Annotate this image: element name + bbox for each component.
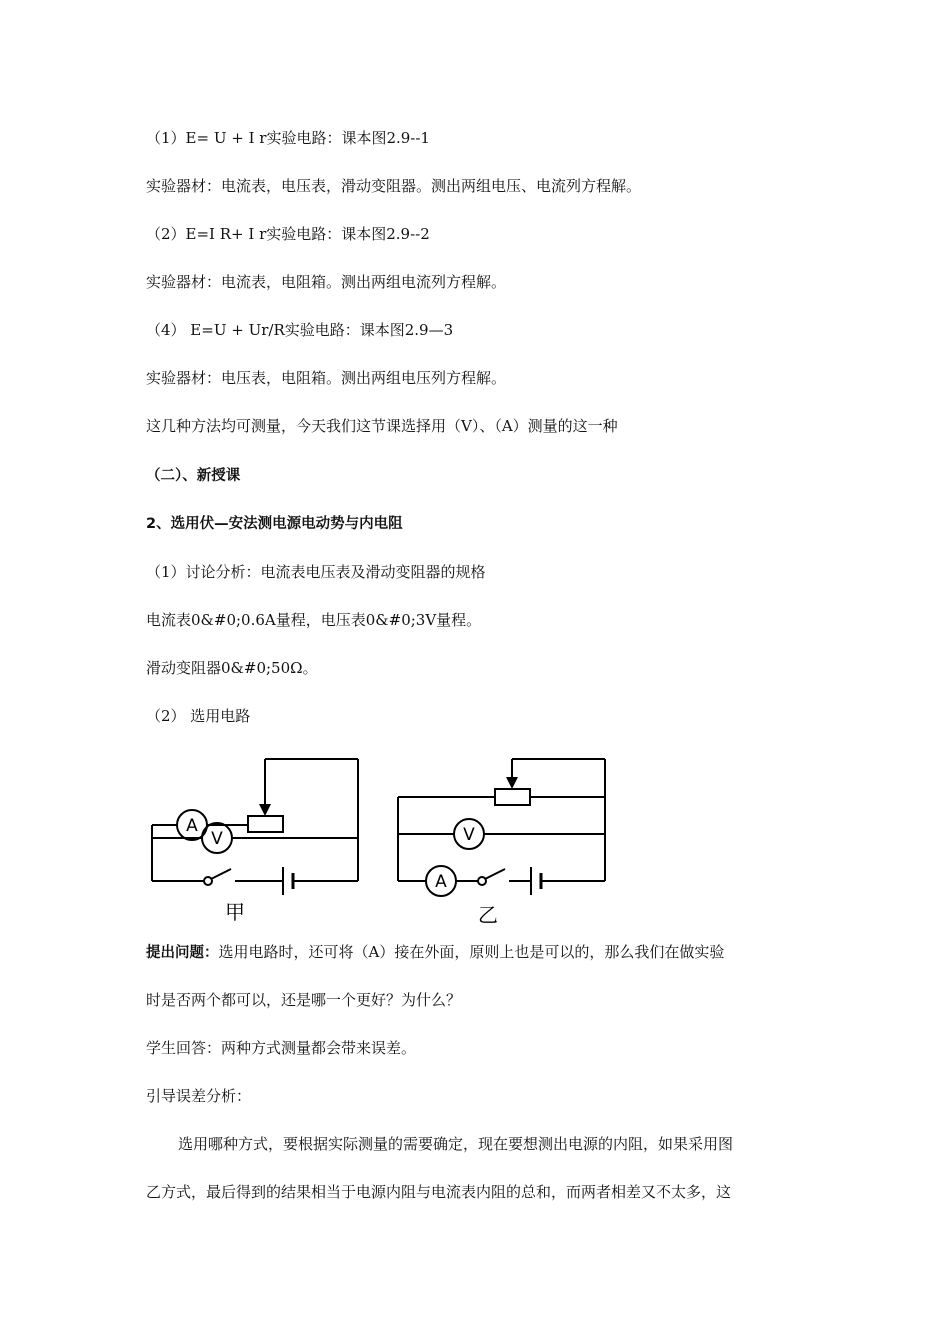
guide-analysis: 引导误差分析：	[146, 1087, 252, 1105]
line-rheostat-spec: 滑动变阻器0&#0;50Ω。	[146, 659, 318, 677]
rheostat-jia	[248, 816, 283, 832]
line-method-2: （2）E=I R+ I r实验电路：课本图2.9--2	[146, 225, 430, 243]
line-discussion: （1）讨论分析：电流表电压表及滑动变阻器的规格	[146, 563, 486, 581]
line-choose-circuit: （2） 选用电路	[146, 707, 251, 725]
caption-jia: 甲	[225, 900, 245, 924]
voltmeter-label-jia: V	[211, 829, 223, 849]
circuit-jia	[152, 759, 358, 895]
analysis-line-1: 选用哪种方式，要根据实际测量的需要确定，现在要想测出电源的内阻，如果采用图	[178, 1135, 734, 1153]
voltmeter-label-yi: V	[463, 825, 475, 845]
rheostat-yi	[495, 789, 530, 805]
line-summary: 这几种方法均可测量，今天我们这节课选择用（V）、（A）测量的这一种	[146, 417, 618, 435]
line-meter-spec: 电流表0&#0;0.6A量程，电压表0&#0;3V量程。	[146, 611, 482, 629]
line-equipment-1: 实验器材：电流表，电压表，滑动变阻器。测出两组电压、电流列方程解。	[146, 177, 642, 195]
circuit-diagrams	[140, 750, 620, 930]
line-method-4: （4） E=U + Ur/R实验电路：课本图2.9—3	[146, 321, 454, 339]
line-equipment-4: 实验器材：电压表，电阻箱。测出两组电压列方程解。	[146, 369, 507, 387]
circuit-yi	[398, 759, 605, 896]
question-text-1: 选用电路时，还可将（A）接在外面，原则上也是可以的，那么我们在做实验	[218, 943, 725, 961]
heading-section-2: 2、选用伏—安法测电源电动势与内电阻	[146, 516, 403, 532]
analysis-line-2: 乙方式，最后得到的结果相当于电源内阻与电流表内阻的总和，而两者相差又不太多，这	[146, 1183, 732, 1201]
heading-new-lesson: （二）、新授课	[146, 468, 241, 484]
question-label: 提出问题：	[146, 945, 219, 961]
question-line-2: 时是否两个都可以，还是哪一个更好？为什么？	[146, 991, 462, 1009]
question-line-1	[146, 942, 826, 963]
line-method-1: （1）E= U + I r实验电路：课本图2.9--1	[146, 129, 430, 147]
analysis-paragraph	[146, 1120, 810, 1216]
ammeter-label-yi: A	[435, 872, 447, 892]
ammeter-label-jia: A	[186, 816, 198, 836]
line-equipment-2: 实验器材：电流表，电阻箱。测出两组电流列方程解。	[146, 273, 507, 291]
caption-yi: 乙	[478, 903, 498, 927]
student-answer: 学生回答：两种方式测量都会带来误差。	[146, 1039, 417, 1057]
